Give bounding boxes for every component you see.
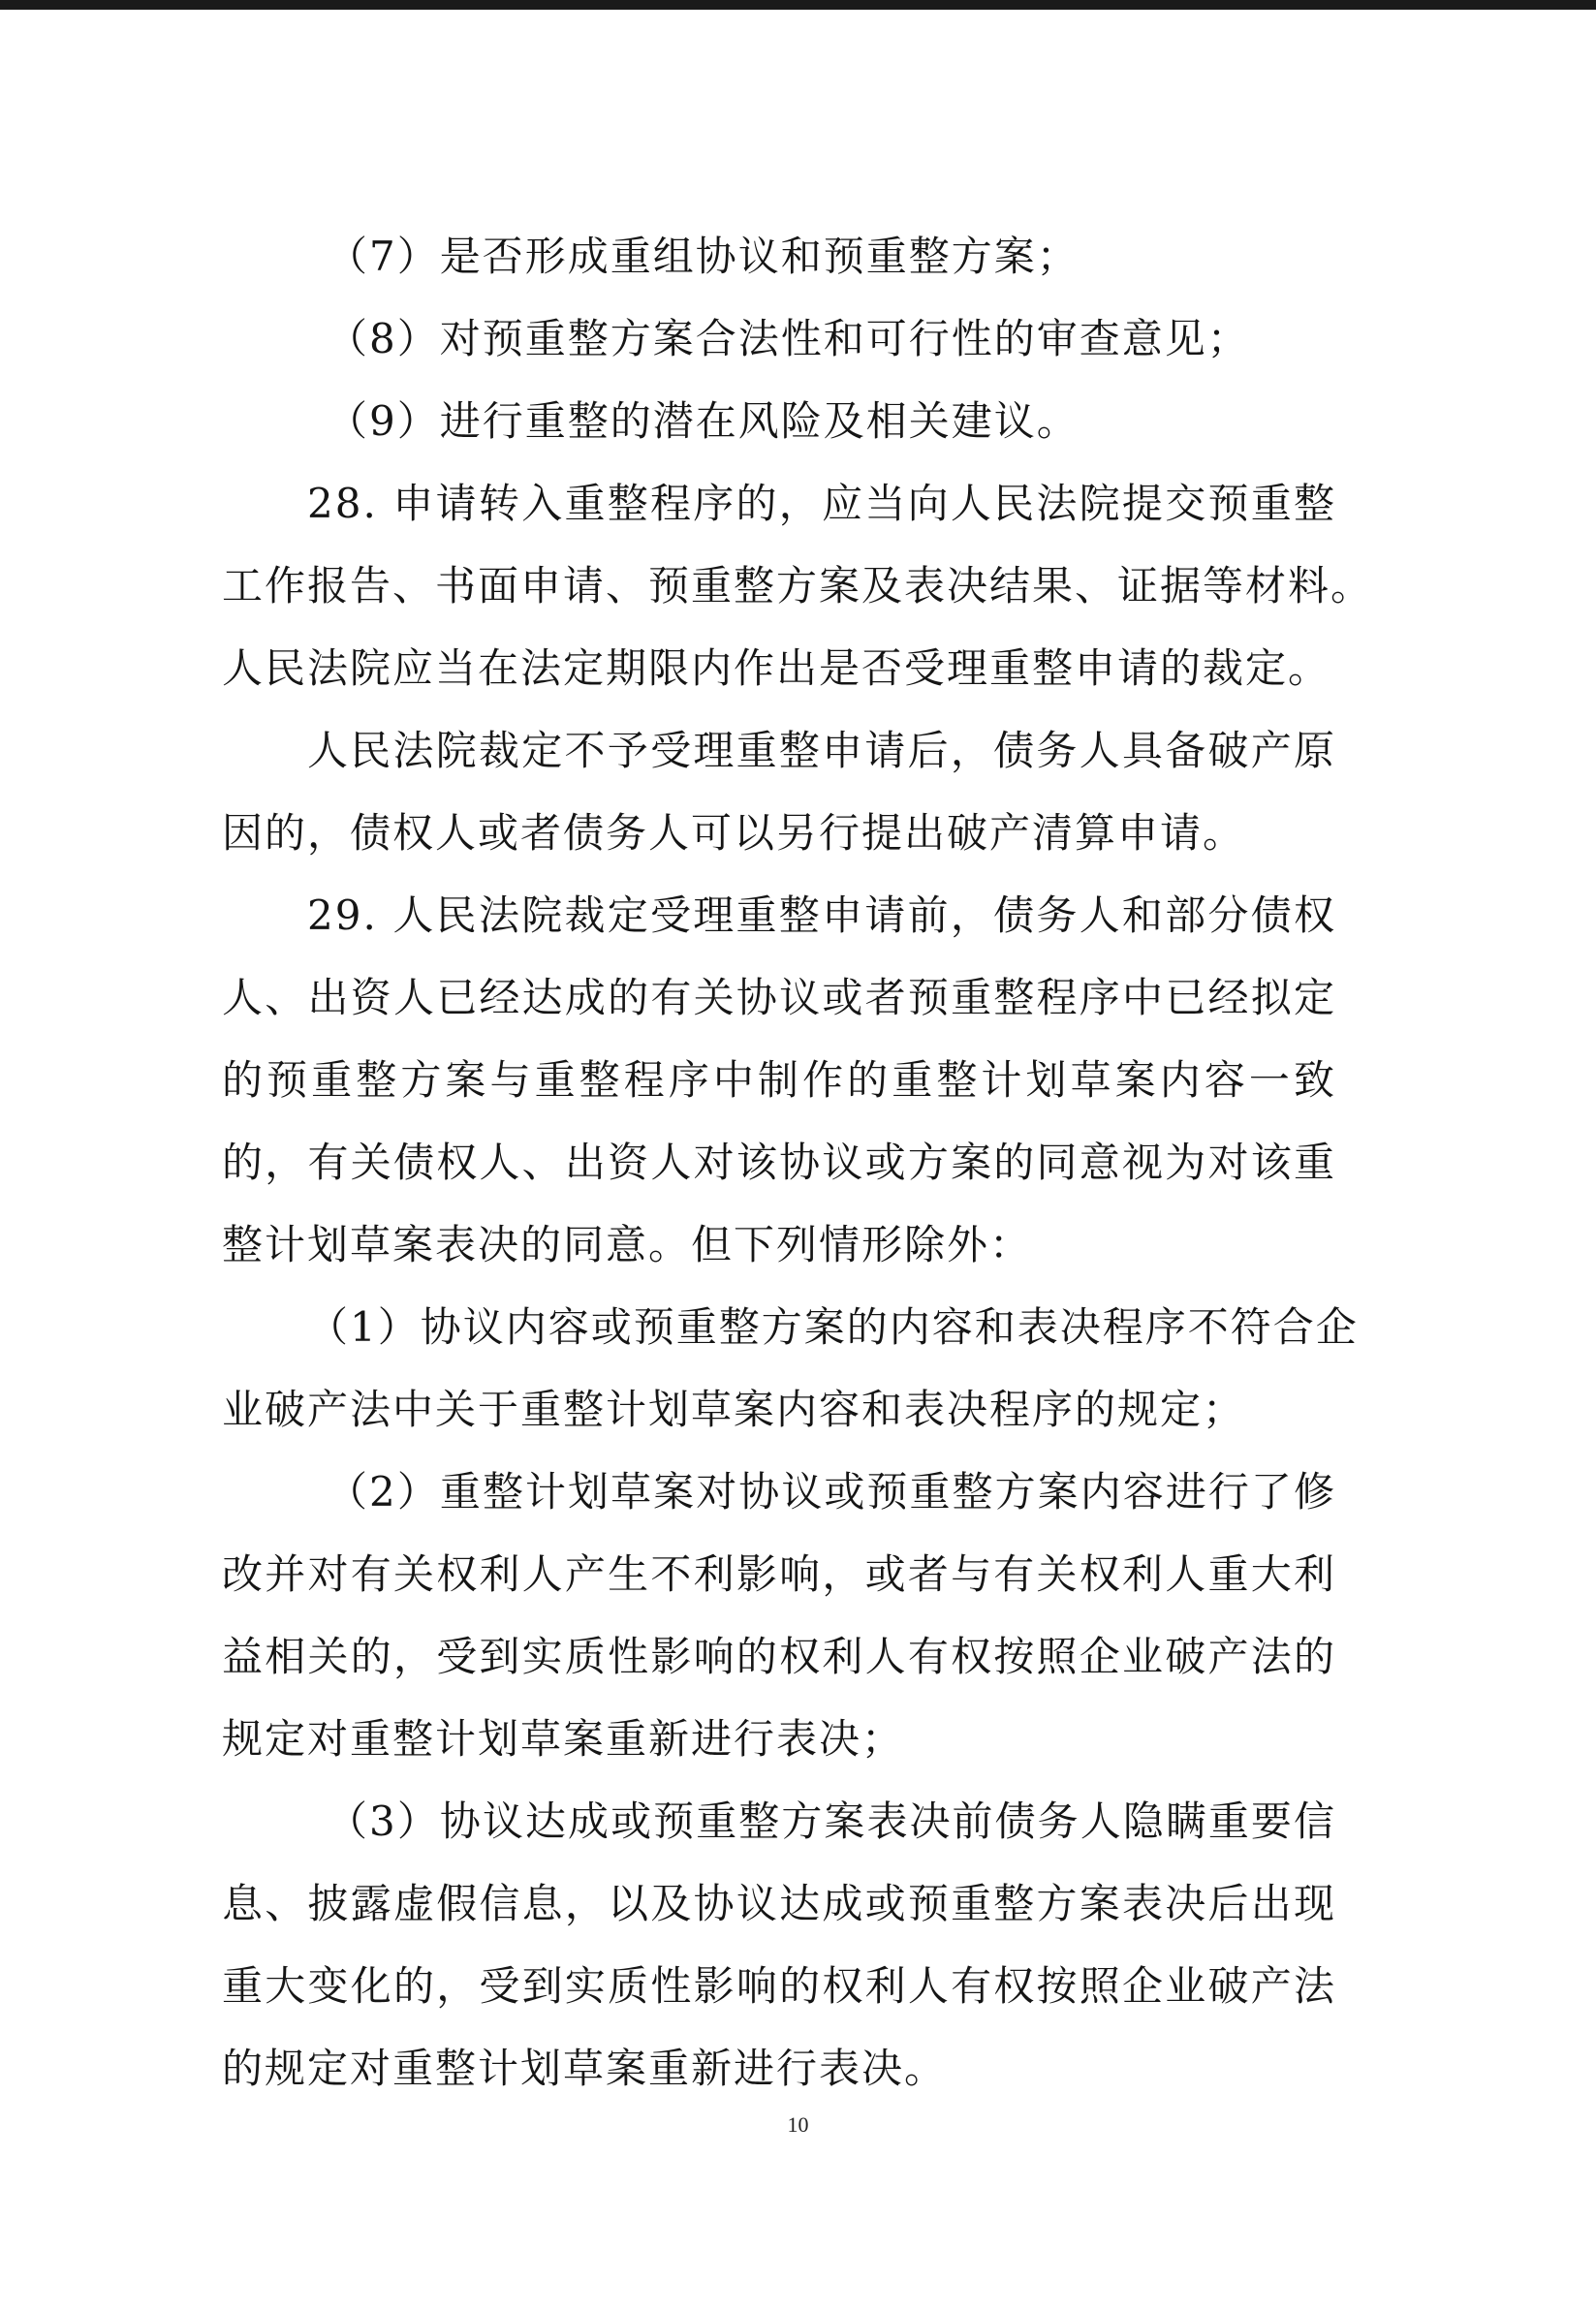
page-number: 10 [787,2112,809,2137]
list-item-7: （7）是否形成重组协议和预重整方案； [327,233,1080,280]
scan-top-edge [0,0,1596,10]
exception-2-line-2: 改并对有关权利人产生不利影响，或者与有关权利人重大利 [222,1550,1336,1598]
exception-3-line-2: 息、披露虚假信息，以及协议达成或预重整方案表决后出现 [222,1880,1336,1927]
article-28-line-2: 工作报告、书面申请、预重整方案及表决结果、证据等材料。 [222,562,1374,610]
exception-3-line-1: （3）协议达成或预重整方案表决前债务人隐瞒重要信 [327,1797,1336,1845]
exception-2-line-1: （2）重整计划草案对协议或预重整方案内容进行了修 [327,1468,1336,1516]
exception-3-line-4: 的规定对重整计划草案重新进行表决。 [222,2045,948,2092]
article-29-line-2: 人、出资人已经达成的有关协议或者预重整程序中已经拟定 [222,974,1336,1021]
list-item-9: （9）进行重整的潜在风险及相关建议。 [327,397,1080,445]
article-29-line-4: 的，有关债权人、出资人对该协议或方案的同意视为对该重 [222,1139,1336,1186]
article-28-line-3: 人民法院应当在法定期限内作出是否受理重整申请的裁定。 [222,644,1331,692]
article-28-line-1: 28. 申请转入重整程序的，应当向人民法院提交预重整 [307,480,1336,527]
exception-1-line-1: （1）协议内容或预重整方案的内容和表决程序不符合企 [307,1303,1359,1351]
article-29-line-3: 的预重整方案与重整程序中制作的重整计划草案内容一致 [222,1056,1336,1104]
article-29-line-5: 整计划草案表决的同意。但下列情形除外： [222,1221,1033,1268]
article-28-para-2-line-2: 因的，债权人或者债务人可以另行提出破产清算申请。 [222,809,1246,857]
article-29-line-1: 29. 人民法院裁定受理重整申请前，债务人和部分债权 [307,891,1336,939]
exception-2-line-3: 益相关的，受到实质性影响的权利人有权按照企业破产法的 [222,1633,1336,1680]
exception-3-line-3: 重大变化的，受到实质性影响的权利人有权按照企业破产法 [222,1962,1336,2010]
article-28-para-2-line-1: 人民法院裁定不予受理重整申请后，债务人具备破产原 [307,727,1336,774]
exception-2-line-4: 规定对重整计划草案重新进行表决； [222,1715,905,1763]
body-text [222,215,1374,2110]
list-item-8: （8）对预重整方案合法性和可行性的审查意见； [327,315,1250,362]
exception-1-line-2: 业破产法中关于重整计划草案内容和表决程序的规定； [222,1386,1246,1433]
